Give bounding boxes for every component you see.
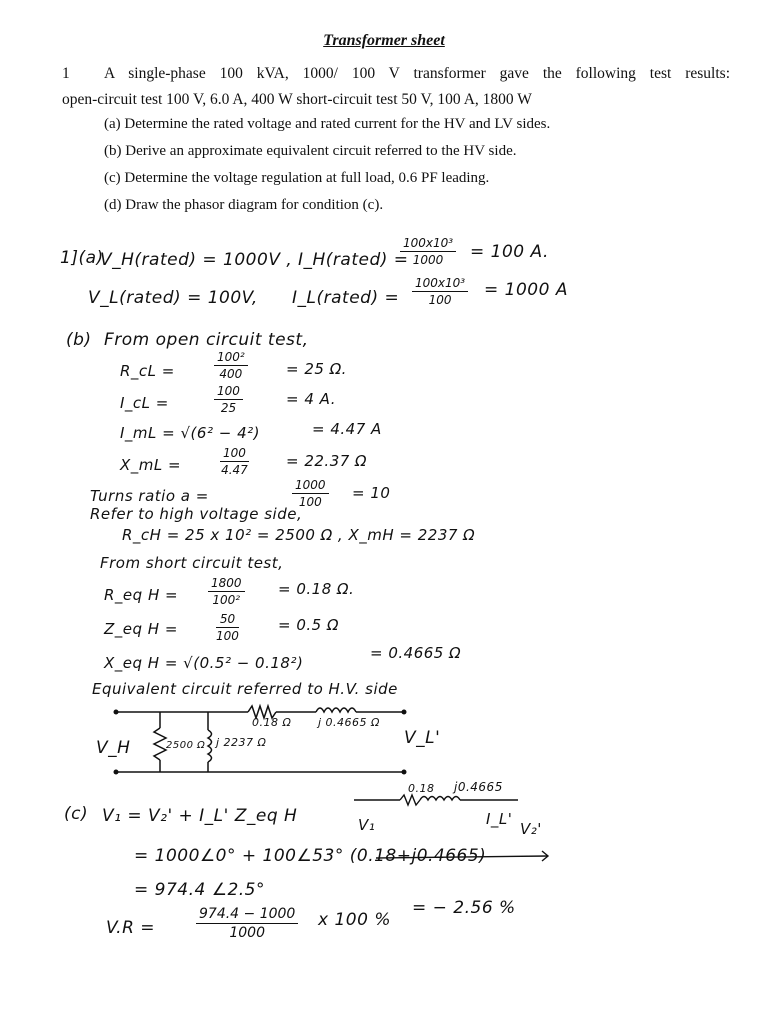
diag-inductor (420, 797, 460, 801)
sol-b-zeq-num: 50 (216, 612, 239, 628)
sol-b-rcl-num: 100² (214, 350, 248, 366)
diag-r-label: 0.18 (408, 782, 435, 795)
diag-v1-label: V₁ (358, 816, 376, 834)
question-number: 1 (62, 65, 70, 82)
diag-underline (376, 856, 548, 858)
sol-b-xml-result: = 22.37 Ω (286, 452, 368, 470)
sol-b-refer: Refer to high voltage side, (90, 505, 303, 523)
sol-c-eq1: V₁ = V₂' + I_L' Z_eq H (102, 806, 298, 826)
sol-a-ih-num: 100x10³ (400, 236, 456, 252)
diag-x-label: j0.4665 (454, 780, 503, 794)
sol-a-vl: V_L(rated) = 100V, (88, 288, 258, 308)
sol-b-xeq: X_eq H = √(0.5² − 0.18²) (104, 654, 304, 672)
sol-c-eq2: = 1000∠0° + 100∠53° (0.18+j0.4665) (134, 846, 487, 866)
part-a-text: (a) Determine the rated voltage and rated current for the HV and LV sides. (104, 116, 551, 132)
circuit-r-series-label: 0.18 Ω (252, 716, 292, 729)
sol-a-ih: I_H(rated) = (298, 250, 409, 270)
circuit-x-series-label: j 0.4665 Ω (318, 716, 380, 729)
sol-b-rcl-den: 400 (219, 367, 243, 381)
sol-b-rcl: R_cL = (120, 362, 175, 380)
circuit-vl-label: V_L' (404, 728, 441, 748)
sol-c-eq3: = 974.4 ∠2.5° (134, 880, 265, 900)
sol-a-il-den: 100 (428, 293, 452, 307)
sol-b-xml-den: 4.47 (221, 463, 248, 477)
sol-b-xeq-result: = 0.4665 Ω (370, 644, 462, 662)
sol-b-req-den: 100² (212, 593, 241, 607)
sol-a-il: I_L(rated) = (292, 288, 400, 308)
sol-b-turns-num: 1000 (292, 478, 329, 494)
sol-b-icl: I_cL = (120, 394, 169, 412)
sol-a-label: 1](a) (60, 248, 104, 268)
sol-c-label: (c) (64, 804, 89, 824)
sol-b-zeq-result: = 0.5 Ω (278, 616, 339, 634)
sol-c-vr-label: V.R = (106, 918, 156, 938)
sol-b-turns: Turns ratio a = (90, 487, 209, 505)
circuit-rc-label: 2500 Ω (166, 740, 206, 751)
part-d-text: (d) Draw the phasor diagram for condition (c). (104, 197, 384, 213)
sol-b-iml: I_mL = √(6² − 4²) (120, 424, 260, 442)
diag-resistor (400, 795, 420, 805)
sol-b-turns-den: 100 (298, 495, 322, 509)
page-title: Transformer sheet (323, 32, 445, 49)
sol-b-icl-num: 100 (214, 384, 243, 400)
sol-a-il-num: 100x10³ (412, 276, 468, 292)
diag-i-label: I_L' (486, 810, 513, 828)
sol-b-iml-result: = 4.47 A (312, 420, 382, 438)
sol-a-ih-den: 1000 (412, 253, 444, 267)
sol-b-sc-heading: From short circuit test, (100, 554, 284, 572)
question-line-2: open-circuit test 100 V, 6.0 A, 400 W short-circuit test 50 V, 100 A, 1800 W (62, 91, 532, 108)
sol-b-xml-num: 100 (220, 446, 249, 462)
sol-b-req-num: 1800 (208, 576, 245, 592)
diag-v2-label: V₂' (520, 820, 542, 838)
sol-a-ih-result: = 100 A. (470, 242, 549, 262)
sol-b-rch: R_cH = 25 x 10² = 2500 Ω , X_mH = 2237 Ω (122, 526, 476, 544)
sol-b-label: (b) (66, 330, 92, 350)
sol-a-il-result: = 1000 A (484, 280, 568, 300)
sol-b-zeq: Z_eq H = (104, 620, 178, 638)
sol-b-req: R_eq H = (104, 586, 179, 604)
sol-b-icl-result: = 4 A. (286, 390, 336, 408)
sol-c-vr-result: = − 2.56 % (412, 898, 516, 918)
sol-c-vr-den: 1000 (229, 925, 265, 941)
part-b-text: (b) Derive an approximate equivalent circuit referred to the HV side. (104, 143, 517, 159)
sol-b-rcl-result: = 25 Ω. (286, 360, 347, 378)
sol-c-vr-mult: x 100 % (318, 910, 391, 930)
sol-b-icl-den: 25 (220, 401, 237, 415)
part-c-text: (c) Determine the voltage regulation at full load, 0.6 PF leading. (104, 170, 490, 186)
sol-b-xml: X_mL = (120, 456, 182, 474)
circuit-xm-label: j 2237 Ω (216, 736, 267, 749)
sol-b-zeq-den: 100 (216, 629, 239, 643)
sol-b-turns-result: = 10 (352, 484, 391, 502)
sol-b-req-result: = 0.18 Ω. (278, 580, 355, 598)
sol-c-vr-num: 974.4 − 1000 (196, 906, 298, 924)
question-text: A single-phase 100 kVA, 1000/ 100 V transformer gave the following test results: (104, 65, 730, 82)
sol-c-vr-frac (196, 906, 298, 941)
sol-b-heading: From open circuit test, (104, 330, 309, 350)
sol-b-eq-heading: Equivalent circuit referred to H.V. side (92, 680, 398, 698)
sol-a-vh: V_H(rated) = 1000V , (100, 250, 293, 270)
circuit-vh-label: V_H (96, 738, 131, 758)
